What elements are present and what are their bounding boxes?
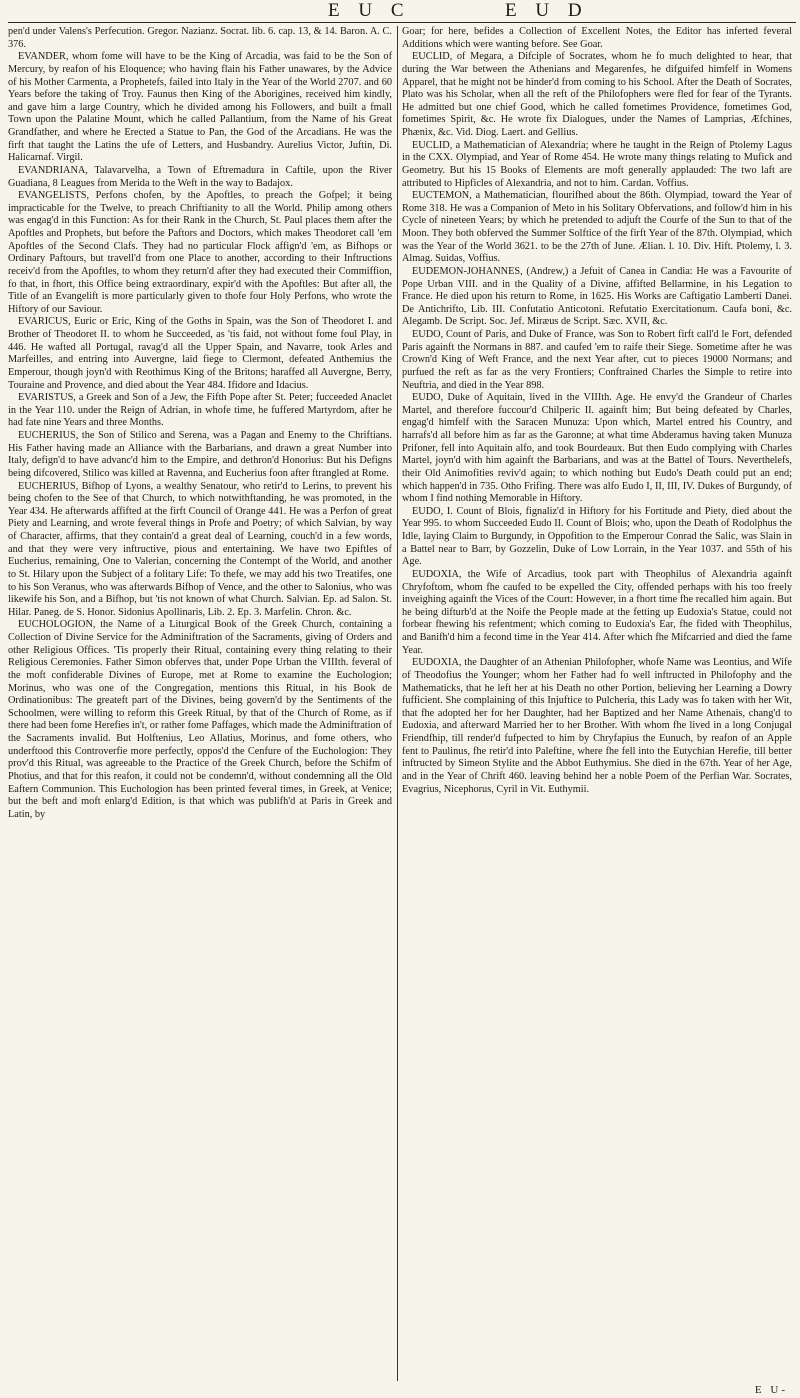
entry-continuation: pen'd under Valens's Perfecution. Gregor. Nazianz. Socrat. lib. 6. cap. 13, & 14. Baron. A. C. 376. (8, 26, 392, 50)
entry-euclid-alexandria: EUCLID, a Mathematician of Alexandria; where he taught in the Reign of Ptolemy Lagus in the CXX. Olympiad, and Year of Rome 454. He wrote many things relating to Mufick and Geometry. But his 15 Books of Elements are moft generally applauded: The two laft are attributed to Hipficles of Alexandria, and not to him. Cardan. Voffius. (402, 139, 792, 189)
entry-euctemon: EUCTEMON, a Mathematician, flourifhed about the 86th. Olympiad, toward the Year of Rome 318. He was a Companion of Meto in his Solitary Obfervations, and follow'd him in his Cycle of nineteen Years; by which he pretended to adjuft the Courfe of the Sun to that of the Moon. They both obferved the Summer Solftice of the firft Year of the 87th. Olympiad, which was the Year of the World 3621. to be the 27th of June. Ælian. l. 10. Div. Hift. Ptolemy, l. 3. Almag. Suidas, Voffius. (402, 190, 792, 265)
entry-eudemon-johannes: EUDEMON-JOHANNES, (Andrew,) a Jefuit of Canea in Candia: He was a Favourite of Pope Urban VIII. and in the Quality of a Divine, affifted Bellarmine, in his Legation to France. He died upon his return to Rome, in 1625. His Works are Caftigatio Lamberti Danei. De Antichrifto, Lib. III. Confutatio Anticotoni. Refutatio Exercitationum. Caufa boni, &c. Alegamb. De Script. Soc. Jef. Miræus de Script. Sæc. XVII, &c. (402, 265, 792, 328)
header-rule (8, 22, 796, 23)
entry-euchologion: EUCHOLOGION, the Name of a Liturgical Book of the Greek Church, containing a Collection of Divine Service for the Adminiftration of the Sacraments, giving of Orders and other Religious Offices. 'Tis properly their Ritual, containing every thing relating to their Religious Ceremonies. Father Simon obferves that, under Pope Urban the VIIIth. feveral of the moft confiderable Divines of Europe, met at Rome to examine the Euchologion; Morinus, who was one of the Congregation, mentions this Ritual, in his Book de Ordinationibus: The greateft part of the Divines, being govern'd by the Sentiments of the Schoolmen, were willing to reform this Greek Ritual, by that of the Church of Rome, as if there had been fome Herefies in't, or rather fome Paffages, which made the Adminiftration of the Sacraments invalid. But Holftenius, Leo Allatius, Morinus, and fome others, who underftood this Controverfie more perfectly, oppos'd the Cenfure of the Euchologion: They prov'd this Ritual, was agreeable to the Practice of the Greek Church, before the Schifm of Photius, and that for this reafon, it could not be condemn'd, without condemning all the Old Eaftern Communion. This Euchologion has been printed feveral times, in Greek, at Venice; but the beft and moft enlarg'd Edition, is that which was publifh'd at Paris in Greek and Latin, by (8, 619, 392, 820)
header-left: E U C (328, 0, 411, 21)
entry-continuation: Goar; for here, befides a Collection of Excellent Notes, the Editor has inferted feveral Additions which were wanting before. See Goar. (402, 26, 792, 50)
entry-eudo-aquitain: EUDO, Duke of Aquitain, lived in the VIIIth. Age. He envy'd the Grandeur of Charles Martel, and therefore fuccour'd Chilperic II. againft him; But being defeated by Charles, engag'd himfelf with the Saracen Munuza: Upon which, Martel entred his Country, and harrafs'd all before him as far as the Garonne; at what time Abderamus having taken Munuza Prifoner, fell into Aquitain alfo, and took Bourdeaux. But then Eudo complying with Charles Martel, joyn'd with him againft the Barbarians, and was at the Battel of Tours. Neverthelefs, their Old Animofities reviv'd again; to which nothing but Eudo's Death could put an end; which happen'd in 735. Otho Frifing. There was alfo Eudo I, II, III, IV. Dukes of Burgundy, of whom I find nothing Memorable in Hiftory. (402, 392, 792, 505)
left-column (8, 26, 392, 821)
entry-eudo-paris: EUDO, Count of Paris, and Duke of France, was Son to Robert firft call'd le Fort, defended Paris againft the Normans in 887. and caufed 'em to raife their Siege. Sometime after he was Crown'd King of Weft France, and the next Year after, cut to pieces 19000 Normans; and purfued the reft as far as the very Frontiers; Conftrained Charles the Simple to retire into Neuftria, and died in the Year 898. (402, 329, 792, 391)
entry-evaristus: EVARISTUS, a Greek and Son of a Jew, the Fifth Pope after St. Peter; fucceeded Anaclet in the Year 110. under the Reign of Adrian, in whofe time, he fuffered Martyrdom, after he had fate nine Years and three Months. (8, 392, 392, 429)
entry-eudo-blois: EUDO, I. Count of Blois, fignaliz'd in Hiftory for his Fortitude and Piety, died about the Year 995. to whom Succeeded Eudo II. Count of Blois; who, upon the Death of Rodolphus the Idle, laying Claim to Burgundy, in Oppofition to the Emperour Conrad the Salic, was Slain in a Battel near to Barr, by Gozzelin, Duke of Low Lorrain, in the Year 1037. and 55th of his Age. (402, 505, 792, 568)
column-divider (397, 26, 398, 1381)
entry-eudoxia-athenian: EUDOXIA, the Daughter of an Athenian Philofopher, whofe Name was Leontius, and Wife of Theodofius the Younger; whom her Father had fo well inftructed in Philofophy and the Mathematicks, that he left her at his Death no other Portion, believing her Learning a Dowry fufficient. She complaining of this Injuftice to Pulcheria, this Lady was fo taken with her Wit, that fhe adopted her for her Daughter, had her Baptized and her Name Athenais, chang'd to Eudoxia, and afterward Married her to her Brother. With whom fhe lived in a long Conjugal Friendfhip, till render'd fufpected to him by Chryfapius the Eunuch, by reafon of an Apple fent to Paulinus, fhe retir'd into Paleftine, where fhe fell into the Eutychian Herefie, till better inftructed by Simeon Stylite and the Abbot Euthymius. She died in the 67th. Year of her Age, and in the Year of Chrift 460. leaving behind her a noble Poem of the Perfian War. Socrates, Evagrius, Nicephorus, Cyril in Vit. Euthymii. (402, 657, 792, 795)
entry-eucherius-bishop: EUCHERIUS, Bifhop of Lyons, a wealthy Senatour, who retir'd to Lerins, to prevent his being chofen to the See of that Church, to which notwithftanding, he was promoted, in the Year 434. He afterwards affifted at the firft Council of Orange 441. He was a Perfon of great Piety and Learning, and wrote feveral things in Profe and Poetry; of which Salvian, by way of Character, affirms, that they contain'd a great deal of Learning, couch'd in a few words, and that they were very inftructive, pious and entertaining. We have two Epiftles of Eucherius, remaining, One to Valerian, concerning the Contempt of the World, and another to St. Hilary upon the Subject of a folitary Life: To thefe, we may add his two Treatifes, one to his Son Veranus, who was afterwards Bifhop of Vence, and the other to Salonius, who was likewife his Son, and a Bifhop, but 'tis not known of what Church. Salvian. Ep. ad Salon. St. Hilar. Paneg. de S. Honor. Sidonius Apollinaris, Lib. 2. Ep. 3. Marfelin. Chron. &c. (8, 480, 392, 618)
header-right: E U D (505, 0, 589, 21)
entry-eudoxia-arcadius: EUDOXIA, the Wife of Arcadius, took part with Theophilus of Alexandria againft Chryfoftom, whom fhe caufed to be expelled the City, offended perhaps with his too freely inveighing againft the Vices of the Court: However, in a fhort time fhe recalled him again. But he being difturb'd at the Noife the People made at the fetting up Eudoxia's Statue, could not forbear fhewing his refentment; which coming to Eudoxia's Ear, fhe fided with Theophilus, and Banifh'd him a fecond time in the Year 414. After which fhe Mifcarried and died the fame Year. (402, 568, 792, 656)
entry-evangelists: EVANGELISTS, Perfons chofen, by the Apoftles, to preach the Gofpel; it being impracticable for the Twelve, to preach Chriftianity to all the World. Philip among others was engag'd in this Function: As for their Rank in the Church, St. Paul places them after the Apoftles and Prophets, but before the Paftors and Doctors, which makes Theodoret call 'em Apoftles of the Second Clafs. They had no particular Flock affign'd 'em, as Bifhops or Ordinary Paftours, but travell'd from one Place to another, according to their Inftructions receiv'd from the Apoftles, to whom they return'd after they had executed their Commiffion, fo that, in fhort, this Office being extraordinary, expir'd with the Apoftles: But after all, the Title of an Evangelift is more particularly given to thofe four Holy Perfons, who wrote the Hiftory of our Saviour. (8, 190, 392, 315)
entry-evandriana: EVANDRIANA, Talavarvelha, a Town of Eftremadura in Caftile, upon the River Guadiana, 8 Leagues from Merida to the Weft in the way to Badajox. (8, 164, 392, 189)
running-header (0, 0, 800, 24)
right-column (402, 26, 792, 796)
catchword: E U- (754, 1384, 788, 1396)
entry-euclid-megara: EUCLID, of Megara, a Difciple of Socrates, whom he fo much delighted to hear, that during the War between the Athenians and Megarenfes, he difguifed himfelf in Womens Apparel, that he might not be hinder'd from coming to his School. After the Death of Socrates, Plato was his Scholar, when all the reft of the Philofophers were fled for fear of the Tyrants. He admitted but one chief Good, which he called fometimes Providence, fometimes God, fometimes Spirit, &c. He wrote fix Dialogues, under the Names of Lamprias, Æfchines, Phænix, &c. Vid. Diog. Laert. and Gellius. (402, 51, 792, 138)
entry-evander: EVANDER, whom fome will have to be the King of Arcadia, was faid to be the Son of Mercury, by reafon of his Eloquence; who having flain his Father unawares, by the Advice of his Mother Carmenta, a Prophetefs, failed into Italy in the Year of the World 2707. and 60 Years before the taking of Troy. Faunus then King of the Aborigines, received him kindly, and gave him a large Country, which he divided among his Followers, and built a fmall Town upon the Palatine Mount, which he called Pallantium, from the Name of his Great Grandfather, and where he Erected a Statue to Pan, the God of the Arcadians. He was the firft that taught the Latins the ufe of Letters, and Husbandry. Aurelius Victor, Juftin, Di. Halicarnaf. Virgil. (8, 51, 392, 164)
entry-eucherius-son: EUCHERIUS, the Son of Stilico and Serena, was a Pagan and Enemy to the Chriftians. His Father having made an Alliance with the Barbarians, and drawn a great Number into Italy, defign'd to have advanc'd him to the Empire, and dethron'd Honorius: But his Defigns being difcovered, Stilico was killed at Ravenna, and Eucherius foon after ftrangled at Rome. (8, 430, 392, 479)
entry-evaricus: EVARICUS, Euric or Eric, King of the Goths in Spain, was the Son of Theodoret I. and Brother of Theodoret II. to whom he Succeeded, as 'tis faid, not without fome foul Play, in 446. He wafted all Portugal, ravag'd all the Upper Spain, and Navarre, took Arles and Marfeilles, and entring into Auvergne, laid fiege to Clermont, defeated Anthemius the Emperour, though joyn'd with Reothimus King of the Britons; haraffed all Auvergne, Berry, Touraine and Provence, and died about the Year 484. Ifidore and Idacius. (8, 316, 392, 391)
